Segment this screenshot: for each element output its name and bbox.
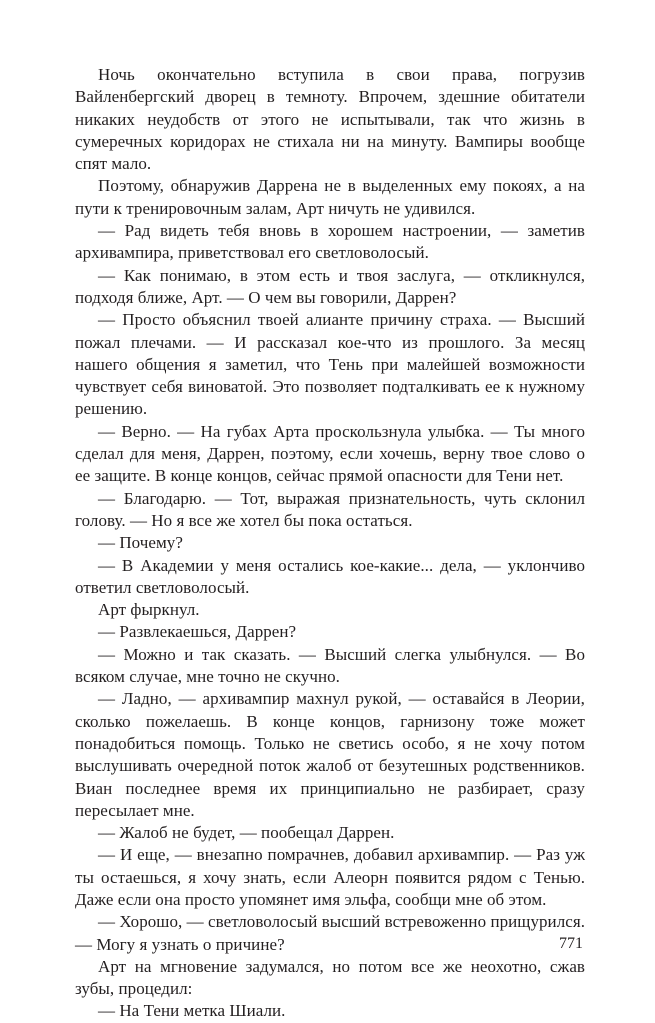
paragraph: — Почему? xyxy=(98,533,183,553)
paragraph: — Жалоб не будет, — пообещал Даррен. xyxy=(98,823,395,843)
paragraph: — Просто объяснил твоей алианте причину страха. — Высший пожал плечами. — И рассказал кое-что из прошлого. За месяц нашего общения я заметил, что Тень при малейшей возможности чувствует себя виноватой. Это позволяет подталкивать ее к нужному решению. xyxy=(75,310,585,419)
paragraph: Ночь окончательно вступила в свои права, погрузив Вайленбергский дворец в темноту. Впрочем, здешние обитатели никаких неудобств от этого не испытывали, так что жизнь в сумеречных коридорах не стихала ни на минуту. Вампиры вообще спят мало. xyxy=(75,65,585,174)
paragraph: — Хорошо, — светловолосый высший встревоженно прищурился. — Могу я узнать о причине? xyxy=(75,912,585,954)
paragraph: — Можно и так сказать. — Высший слегка улыбнулся. — Во всяком случае, мне точно не скучно. xyxy=(75,644,585,687)
paragraph: Арт фыркнул. xyxy=(98,600,200,620)
paragraph: — Развлекаешься, Даррен? xyxy=(98,622,297,642)
paragraph: — Верно. — На губах Арта проскользнула улыбка. — Ты много сделал для меня, Даррен, поэтому, если хочешь, верну твое слово о ее защите. В конце концов, сейчас прямой опасности для Тени нет. xyxy=(75,421,585,486)
paragraph: — Благодарю. — Тот, выражая признательность, чуть склонил голову. — Но я все же хотел бы пока остаться. xyxy=(75,488,585,530)
paragraph: — И еще, — внезапно помрачнев, добавил архивампир. — Раз уж ты остаешься, я хочу знать, если Алеорн появится рядом с Тенью. Даже если она просто упомянет имя эльфа, сообщи мне об этом. xyxy=(75,845,585,909)
body-text xyxy=(75,64,585,1023)
paragraph: Арт на мгновение задумался, но потом все же неохотно, сжав зубы, процедил: xyxy=(75,956,585,999)
paragraph: — Рад видеть тебя вновь в хорошем настроении, — заметив архивампира, приветствовал его светловолосый. xyxy=(75,221,585,263)
paragraph: Поэтому, обнаружив Даррена не в выделенных ему покоях, а на пути к тренировочным залам, Арт ничуть не удивился. xyxy=(75,176,585,218)
paragraph: — На Тени метка Шиали. xyxy=(98,1001,286,1021)
page-number: 771 xyxy=(559,935,583,952)
paragraph: — В Академии у меня остались кое-какие... дела, — уклончиво ответил светловолосый. xyxy=(75,555,585,597)
paragraph: — Как понимаю, в этом есть и твоя заслуга, — откликнулся, подходя ближе, Арт. — О чем вы говорили, Даррен? xyxy=(75,265,585,307)
paragraph: — Ладно, — архивампир махнул рукой, — оставайся в Леории, сколько пожелаешь. В конце концов, гарнизону тоже может понадобиться помощь. Только не светись особо, я не хочу потом выслушивать очередной поток жалоб от безутешных родственников. Виан последнее время их принципиально не разбирает, сразу пересылает мне. xyxy=(75,689,585,820)
